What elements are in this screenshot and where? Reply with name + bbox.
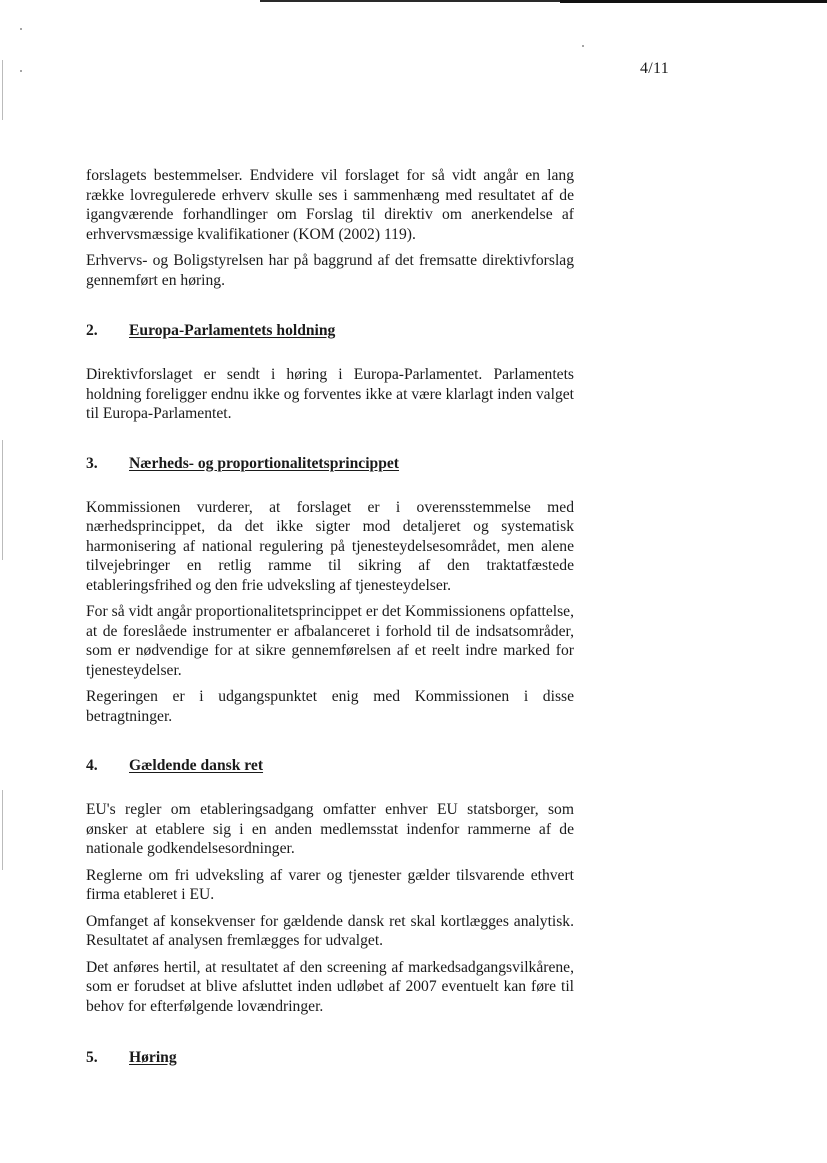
page-number: 4/11 (640, 60, 670, 77)
scan-margin-mark (2, 440, 3, 560)
section-heading-2 (86, 321, 574, 341)
scan-margin-mark (2, 790, 3, 870)
section-number: 3. (86, 454, 98, 472)
intro-paragraph: Erhvervs- og Boligstyrelsen har på baggrund af det fremsatte direktivforslag gennemført en høring. (86, 252, 574, 289)
section-title: Gældende dansk ret (129, 757, 264, 774)
scan-margin-mark (2, 60, 3, 120)
section-heading-3 (86, 454, 574, 474)
intro-paragraph: forslagets bestemmelser. Endvidere vil forslaget for så vidt angår en lang række lovregulerede erhverv skulle ses i sammenhæng med resultatet af de igangværende forhandlinger om Forslag til direktiv om anerkendelse af erhvervsmæssige kvalifikationer (KOM (2002) 119). (86, 167, 574, 243)
section-number: 2. (86, 322, 98, 339)
section-4-paragraph: Reglerne om fri udveksling af varer og tjenester gælder tilsvarende ethvert firma etableret i EU. (86, 866, 574, 903)
section-4-paragraph: Omfanget af konsekvenser for gældende dansk ret skal kortlægges analytisk. Resultatet af analysen fremlægges for udvalget. (86, 912, 574, 949)
section-number: 4. (86, 757, 98, 774)
section-title: Nærheds- og proportionalitetsprincippet (129, 454, 400, 472)
section-title: Europa-Parlamentets holdning (129, 322, 336, 339)
document-body (86, 166, 574, 1068)
section-number: 5. (86, 1049, 98, 1066)
section-heading-4 (86, 756, 574, 776)
section-4-paragraph: EU's regler om etableringsadgang omfatter enhver EU statsborger, som ønsker at etablere sig i en anden medlemsstat indenfor rammerne af de nationale godkendelsesordninger. (86, 801, 574, 857)
section-title: Høring (129, 1049, 177, 1066)
section-4-paragraph: Det anføres hertil, at resultatet af den screening af markedsadgangsvilkårene, som er forudset at blive afsluttet inden udløbet af 2007 eventuelt kan føre til behov for efterfølgende lovændringer. (86, 958, 574, 1015)
section-2-paragraph: Direktivforslaget er sendt i høring i Europa-Parlamentet. Parlamentets holdning foreligger endnu ikke og forventes ikke at være klarlagt inden valget til Europa-Parlamentet. (86, 366, 574, 422)
scan-speck (20, 70, 22, 72)
section-3-paragraph: Kommissionen vurderer, at forslaget er i overensstemmelse med nærhedsprincippet, da det ikke sigter mod detaljeret og systematisk harmonisering af national regulering på tjenesteydelsesområdet, men alene tilvejebringer en retlig ramme til sikring af den traktatfæstede etableringsfrihed og den frie udveksling af tjenesteydelser. (86, 498, 574, 594)
scan-top-rule-thick (560, 0, 827, 3)
section-heading-5 (86, 1048, 574, 1068)
section-3-paragraph: Regeringen er i udgangspunktet enig med Kommissionen i disse betragtninger. (86, 688, 574, 725)
scan-speck (582, 45, 584, 47)
section-3-paragraph: For så vidt angår proportionalitetsprincippet er det Kommissionens opfattelse, at de foreslåede instrumenter er afbalanceret i forhold til de indsatsområder, som er nødvendige for at sikre gennemførelsen af et reelt indre marked for tjenesteydelser. (86, 603, 574, 679)
scan-speck (20, 28, 22, 30)
